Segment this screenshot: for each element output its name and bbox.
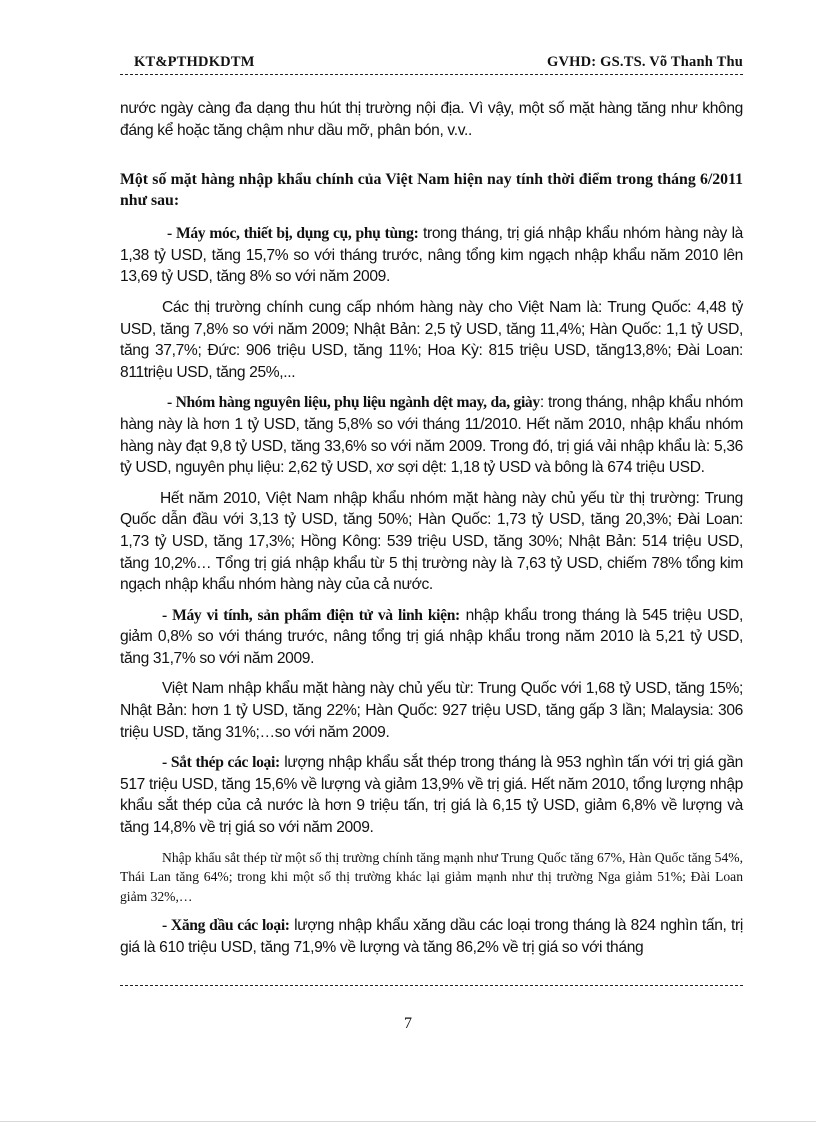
paragraph-steel-markets: Nhập khẩu sắt thép từ một số thị trường chính tăng mạnh như Trung Quốc tăng 67%, Hàn Quốc tăng 54%, Thái Lan tăng 64%; trong khi một số thị trường khác lại giảm mạnh như thị trường Nga giảm 51%; Đài Loan giảm 32%,…	[120, 849, 743, 904]
paragraph-machinery-markets: Các thị trường chính cung cấp nhóm hàng này cho Việt Nam là: Trung Quốc: 4,48 tỷ USD, tăng 7,8% so với năm 2009; Nhật Bản: 2,5 tỷ USD, tăng 11,4%; Hàn Quốc: 1,1 tỷ USD, tăng 37,7%; Đức: 906 triệu USD, tăng 11%; Hoa Kỳ: 815 triệu USD, tăng13,8%; Đài Loan: 811triệu USD, tăng 25%,...	[120, 298, 743, 381]
heading-textile: - Nhóm hàng nguyên liệu, phụ liệu ngành dệt may, da, giày	[167, 394, 540, 412]
paragraph-computers-markets: Việt Nam nhập khẩu mặt hàng này chủ yếu từ: Trung Quốc với 1,68 tỷ USD, tăng 15%; Nhật Bản: hơn 1 tỷ USD, tăng 22%; Hàn Quốc: 927 triệu USD, tăng gấp 3 lần; Malaysia: 306 triệu USD, tăng 31%;…so với năm 2009.	[120, 680, 743, 741]
page-header	[120, 54, 743, 71]
document-body	[120, 98, 743, 967]
heading-computers: - Máy vi tính, sản phẩm điện tử và linh kiện:	[162, 606, 460, 624]
text-computers: nhập khẩu trong tháng là 545 triệu USD, giảm 0,8% so với tháng trước, nâng tổng trị giá nhập khẩu trong năm 2010 là 5,21 tỷ USD, tăng 31,7% so với năm 2009.	[120, 606, 743, 667]
text-machinery: trong tháng, trị giá nhập khẩu nhóm hàng này là 1,38 tỷ USD, tăng 15,7% so với tháng trước, nâng tổng kim ngạch nhập khẩu năm 2010 lên 13,69 tỷ USD, tăng 8% so với năm 2009.	[120, 225, 744, 286]
text-petroleum: lượng nhập khẩu xăng dầu các loại trong tháng là 824 nghìn tấn, trị giá là 610 triệu USD, tăng 71,9% về lượng và tăng 86,2% về trị giá so với tháng	[120, 917, 743, 956]
header-left: KT&PTHDKDTM	[134, 54, 255, 70]
paragraph-steel	[120, 752, 743, 838]
header-divider	[120, 74, 743, 75]
footer-divider	[120, 985, 743, 986]
heading-machinery: - Máy móc, thiết bị, dụng cụ, phụ tùng:	[167, 225, 419, 243]
paragraph-machinery	[120, 223, 743, 288]
page-edge	[0, 1121, 816, 1122]
text-textile: : trong tháng, nhập khẩu nhóm hàng này là hơn 1 tỷ USD, tăng 5,8% so với tháng 11/2010. Hết năm 2010, nhập khẩu nhóm hàng này đạt 9,8 tỷ USD, tăng 33,6% so với năm 2009. Trong đó, trị giá vải nhập khẩu là: 5,36 tỷ USD, nguyên phụ liệu: 2,62 tỷ USD, xơ sợi dệt: 1,18 tỷ USD và bông là 674 triệu USD.	[120, 394, 743, 477]
heading-steel: - Sắt thép các loại:	[162, 754, 280, 772]
paragraph-textile	[120, 392, 743, 478]
section-title: Một số mặt hàng nhập khẩu chính của Việt Nam hiện nay tính thời điểm trong tháng 6/2011 như sau:	[120, 171, 743, 210]
header-right: GVHD: GS.TS. Võ Thanh Thu	[546, 54, 743, 70]
heading-petroleum: - Xăng dầu các loại:	[162, 917, 290, 935]
page-number: 7	[404, 1015, 412, 1032]
paragraph-computers	[120, 605, 743, 670]
paragraph-petroleum	[120, 915, 743, 958]
paragraph-textile-markets: Hết năm 2010, Việt Nam nhập khẩu nhóm mặt hàng này chủ yếu từ thị trường: Trung Quốc dẫn đầu với 3,13 tỷ USD, tăng 50%; Hàn Quốc: 1,73 tỷ USD, tăng 20,3%; Đài Loan: 1,73 tỷ USD, tăng 17,3%; Hồng Kông: 539 triệu USD, tăng 30%; Nhật Bản: 514 triệu USD, tăng 10,2%… Tổng trị giá nhập khẩu từ 5 thị trường này là 7,63 tỷ USD, chiếm 78% tổng kim ngạch nhập khẩu nhóm hàng này của cả nước.	[120, 489, 743, 594]
text-steel: lượng nhập khẩu sắt thép trong tháng là 953 nghìn tấn với trị giá gần 517 triệu USD, tăng 15,6% về lượng và giảm 13,9% về trị giá. Hết năm 2010, tổng lượng nhập khẩu sắt thép của cả nước là hơn 9 triệu tấn, trị giá là 6,15 tỷ USD, giảm 6,8% về lượng và tăng 14,8% về trị giá so với năm 2009.	[120, 754, 744, 837]
intro-paragraph: nước ngày càng đa dạng thu hút thị trường nội địa. Vì vậy, một số mặt hàng tăng như không đáng kể hoặc tăng chậm như dầu mỡ, phân bón, v.v..	[120, 100, 743, 139]
